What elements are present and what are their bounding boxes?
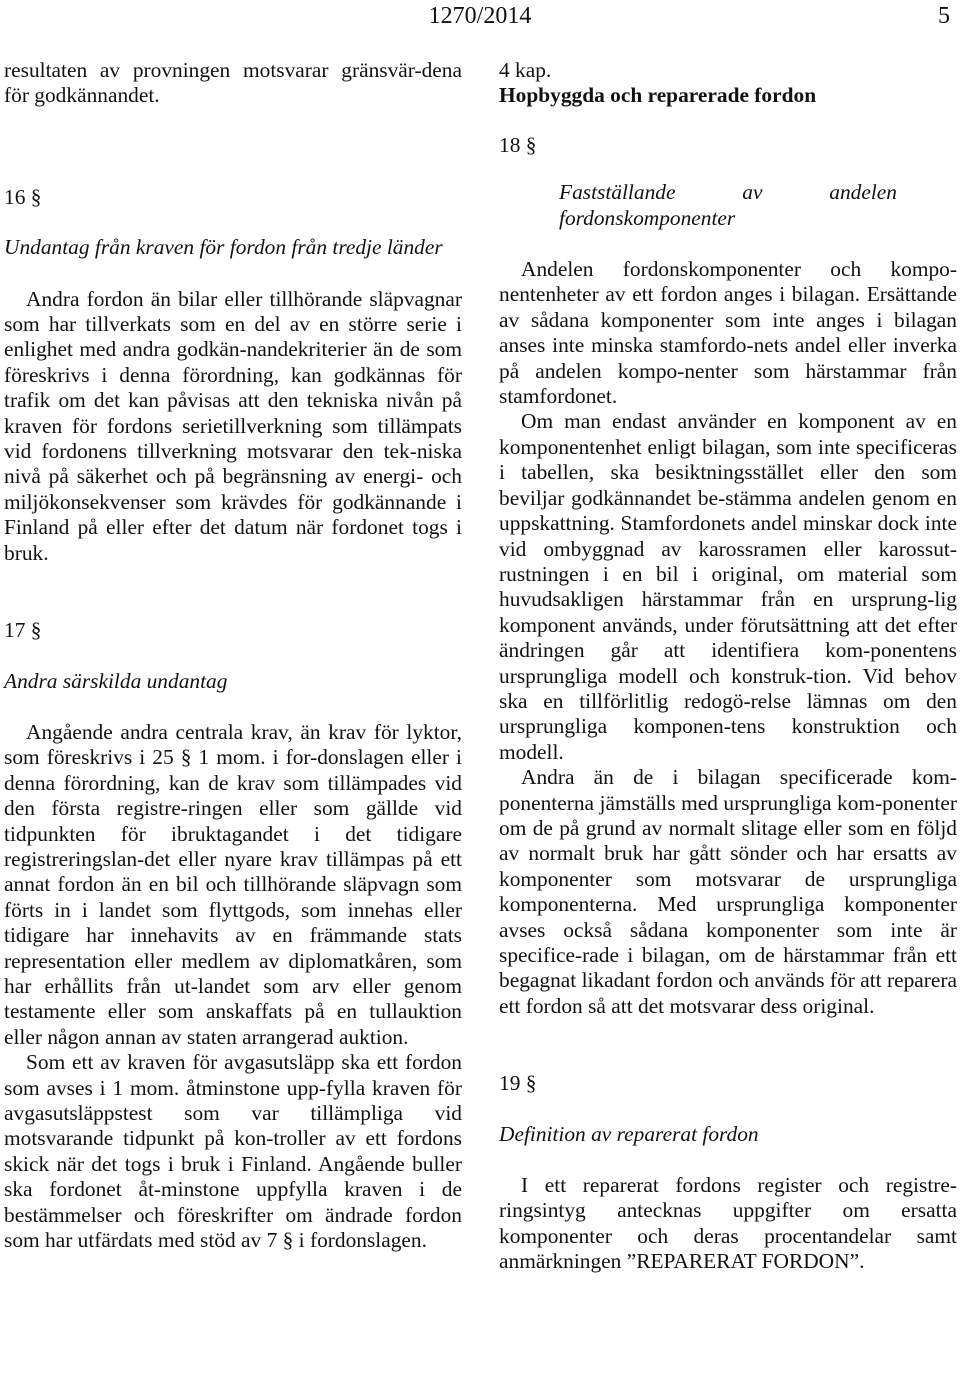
section-17-paragraph-1: Angående andra centrala krav, än krav för lyktor, som föreskrivs i 25 § 1 mom. i for-donslagen eller i denna förordning, kan de krav som tillämpades vid den första registre-ringen eller som gällde vid tidpunkten för ibruktagandet i det tidigare registreringslan-det eller nyare krav tillämpas på ett annat fordon än en bil och tillhörande släpvagn som förts in i landet som flyttgods, som innehas eller tidigare har innehavits av en främmande stats representation eller medlem av diplomatkåren, som har erhållits från ut-landet som arv eller genom testamente eller som anskaffats på en tullauktion eller någon annan av staten arrangerad auktion.	[4, 719, 462, 1049]
section-18-paragraph-2: Om man endast använder en komponent av en komponentenhet enligt bilagan, som inte specificeras i tabellen, ska besiktningsstället eller den som beviljar godkännandet be-stämma andelen genom en uppskattning. Stamfordonets andel minskar dock inte vid ombyggnad av karossramen eller karossut-rustningen i en bil i original, om material som huvudsakligen härstammar från en ursprung-lig komponent används, under förutsättning att det efter ändringen går att identifiera kom-ponentens ursprungliga modell och konstruk-tion. Vid behov ska en tillförlitlig redogö-relse lämnas om den ursprungliga komponen-tens konstruktion och modell.	[499, 409, 957, 764]
right-column	[499, 58, 957, 1275]
section-16-paragraph: Andra fordon än bilar eller tillhörande släpvagnar som har tillverkats som en del av en större serie i enlighet med andra godkän-nandekriterier än de som föreskrivs i denna förordning, kan godkännas för trafik om det kan påvisas att den tekniska nivån på kraven för fordons serietillverkning som tillämpats vid fordonens tillverkning motsvarar den tek-niska nivå på säkerhet och på begränsning av energi- och miljökonsekvenser som krävdes för godkännande i Finland på eller efter det datum när fordonet togs i bruk.	[4, 286, 462, 565]
document-id: 1270/2014	[428, 3, 532, 29]
section-18-number: 18 §	[499, 132, 537, 157]
section-17-number: 17 §	[4, 618, 42, 643]
page-number: 5	[938, 3, 950, 29]
section-19-number: 19 §	[499, 1071, 537, 1096]
section-17-title: Andra särskilda undantag	[4, 668, 228, 693]
section-16-title: Undantag från kraven för fordon från tredje länder	[4, 235, 443, 260]
chapter-title: Hopbyggda och reparerade fordon	[499, 83, 817, 108]
section-17-paragraph-2: Som ett av kraven för avgasutsläpp ska ett fordon som avses i 1 mom. åtminstone upp-fylla kraven för avgasutsläppstest som var tillämpliga vid motsvarande tidpunkt på kon-troller av ett fordons skick när det togs i bruk i Finland. Angående buller ska fordonet åt-minstone uppfylla kraven i de bestämmelser och föreskrifter om ändrade fordon som har utfärdats med stöd av 7 § i fordonslagen.	[4, 1050, 462, 1253]
section-19-title: Definition av reparerat fordon	[499, 1121, 759, 1146]
chapter-number: 4 kap.	[499, 58, 552, 82]
section-18-title: Fastställande av andelen fordonskomponenter	[559, 180, 897, 230]
section-18-paragraph-1: Andelen fordonskomponenter och kompo-nentenheter av ett fordon anges i bilagan. Ersättande av sådana komponenter som inte anges i bilagan anses inte minska stamfordo-nets andel eller inverka på andelen kompo-nenter som härstammar från stamfordonet.	[499, 257, 957, 409]
left-column	[4, 58, 462, 1253]
continuation-paragraph: resultaten av provningen motsvarar gränsvär-dena för godkännandet.	[4, 58, 462, 108]
section-16-number: 16 §	[4, 184, 42, 209]
section-18-paragraph-3: Andra än de i bilagan specificerade kom-ponenterna jämställs med ursprungliga kom-ponenter om de på grund av normalt slitage eller som en följd av normalt bruk har gått sönder och har ersatts av komponenter som motsvarar de ursprungliga komponenterna. Med ursprungliga komponenter avses också sådana komponenter som inte är specifice-rade i bilagan, om de härstammar från ett begagnat likadant fordon och används för att reparera ett fordon så att det motsvarar dess original.	[499, 765, 957, 1018]
section-19-paragraph: I ett reparerat fordons register och registre-ringsintyg antecknas uppgifter om ersatta komponenter och deras procentandelar samt anmärkningen ”REPARERAT FORDON”.	[499, 1173, 957, 1274]
